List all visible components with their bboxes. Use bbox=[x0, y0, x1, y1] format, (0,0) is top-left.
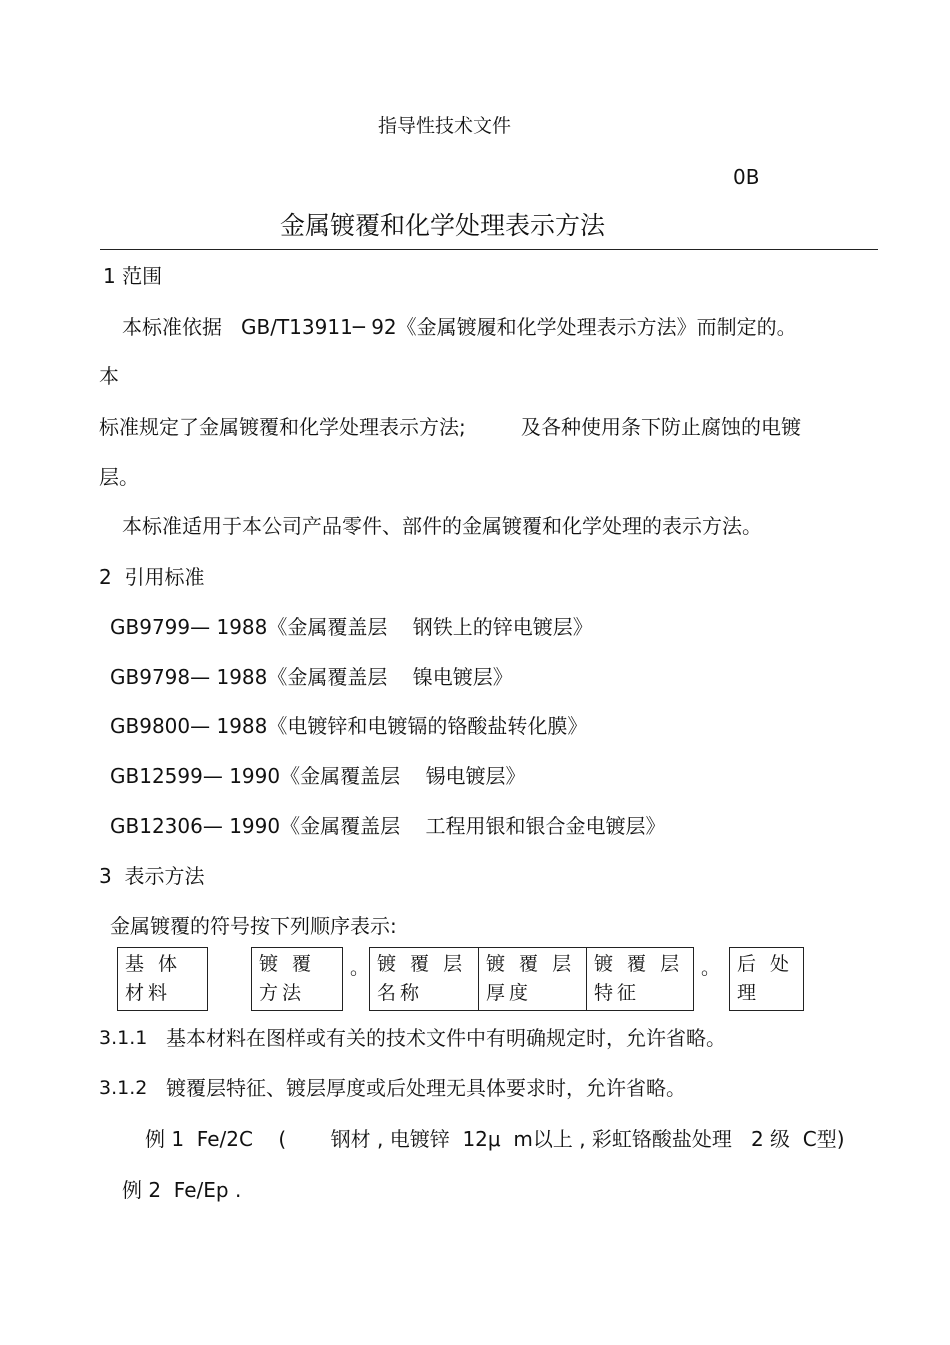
section-2-heading: 2 引用标准 bbox=[99, 565, 205, 589]
reference-item: GB9800— 1988《电镀锌和电镀镉的铬酸盐转化膜》 bbox=[110, 714, 588, 738]
title-rule bbox=[100, 249, 878, 250]
section-1-para-1b: GB/T13911─ 92《金属镀履和化学处理表示方法》而制定的。 bbox=[241, 315, 797, 339]
reference-item: GB9798— 1988《金属覆盖层 镍电镀层》 bbox=[110, 665, 513, 689]
section-1-para-2c: 层。 bbox=[99, 465, 139, 489]
section-3-intro: 金属镀覆的符号按下列顺序表示: bbox=[110, 914, 397, 938]
box-layer-feature: 镀 覆 层 特征 bbox=[586, 948, 692, 1010]
section-1-heading: 1 范围 bbox=[103, 264, 163, 288]
reference-item: GB12306— 1990《金属覆盖层 工程用银和银合金电镀层》 bbox=[110, 814, 666, 838]
reference-item: GB12599— 1990《金属覆盖层 锡电镀层》 bbox=[110, 764, 526, 788]
box-layer-thickness: 镀 覆 层 厚度 bbox=[478, 948, 586, 1010]
box-post-treatment: 后 处理 bbox=[729, 947, 804, 1011]
item-3-1-1-text: 基本材料在图样或有关的技术文件中有明确规定时，允许省略。 bbox=[166, 1026, 726, 1050]
item-3-1-2-number: 3.1.2 bbox=[99, 1077, 148, 1099]
item-3-1-2-text: 镀覆层特征、镀层厚度或后处理无具体要求时，允许省略。 bbox=[166, 1076, 686, 1100]
section-1-para-2a: 标准规定了金属镀覆和化学处理表示方法; bbox=[99, 415, 466, 439]
example-1: 例 1 Fe/2C ( 钢材 , 电镀锌 12μ m以上 , 彩虹铬酸盐处理 2 级 C型) bbox=[145, 1127, 845, 1151]
doc-code: 0B bbox=[733, 165, 760, 189]
example-2: 例 2 Fe/Ep . bbox=[122, 1178, 242, 1202]
box-group-layer bbox=[369, 947, 694, 1011]
doc-type: 指导性技术文件 bbox=[378, 115, 512, 137]
reference-item: GB9799— 1988《金属覆盖层 钢铁上的锌电镀层》 bbox=[110, 615, 593, 639]
box-layer-name: 镀 覆 层 名称 bbox=[377, 953, 467, 1004]
separator-dot: 。 bbox=[350, 957, 370, 979]
box-base-material: 基 体 材料 bbox=[117, 947, 208, 1011]
section-1-para-3: 本标准适用于本公司产品零件、部件的金属镀覆和化学处理的表示方法。 bbox=[122, 514, 762, 538]
section-3-heading: 3 表示方法 bbox=[99, 864, 205, 888]
section-1-para-1c: 本 bbox=[99, 364, 119, 388]
separator-dot: 。 bbox=[701, 957, 721, 979]
page-title: 金属镀覆和化学处理表示方法 bbox=[280, 211, 606, 240]
box-plating-method: 镀 覆 方法 bbox=[251, 947, 343, 1011]
item-3-1-1-number: 3.1.1 bbox=[99, 1027, 148, 1049]
section-1-para-1a: 本标准依据 bbox=[122, 315, 222, 339]
section-1-para-2b: 及各种使用条下防止腐蚀的电镀 bbox=[521, 415, 801, 439]
